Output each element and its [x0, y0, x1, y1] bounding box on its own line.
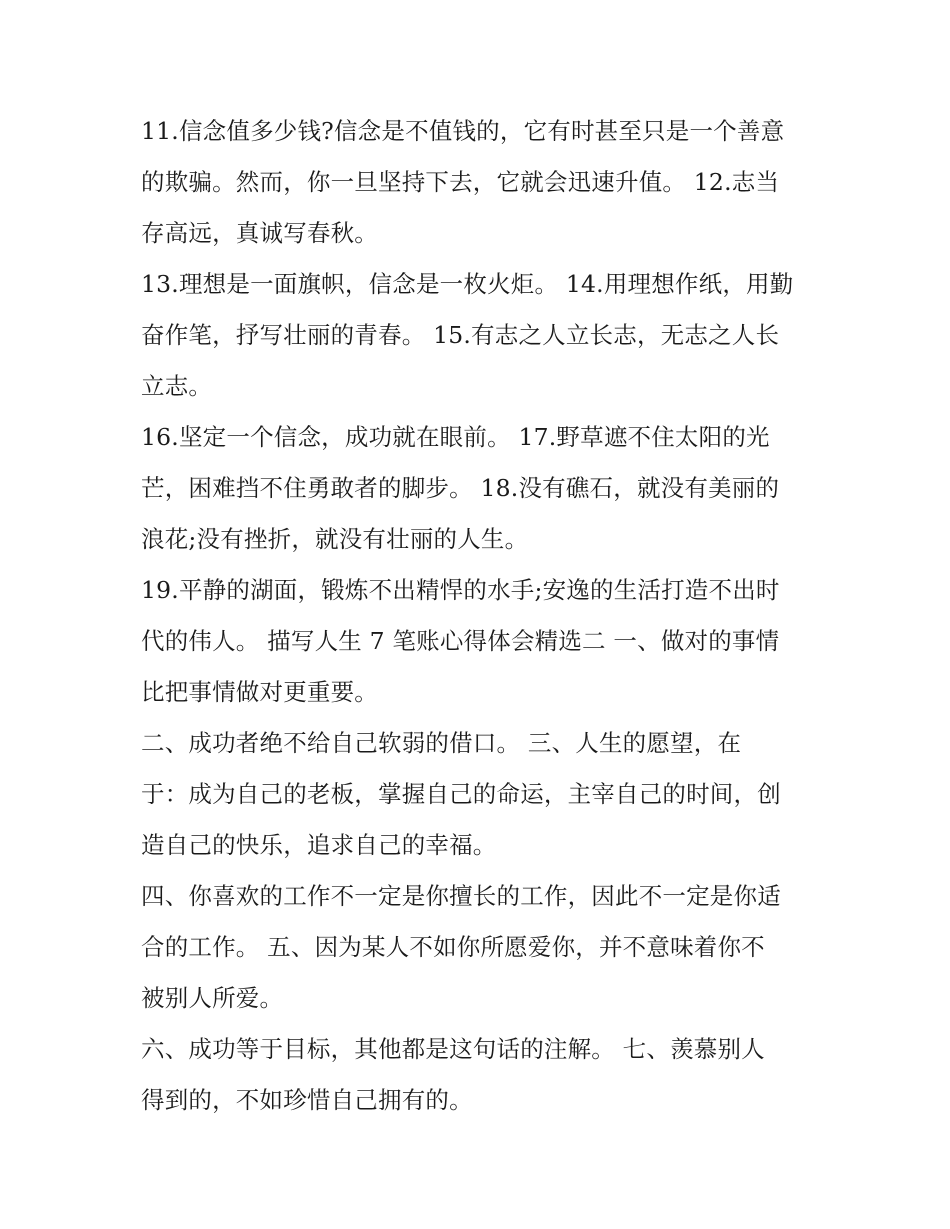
paragraph-5: [141, 718, 821, 871]
text-line: 于：成为自己的老板，掌握自己的命运，主宰自己的时间，创: [141, 780, 781, 808]
text-line: 13.理想是一面旗帜，信念是一枚火炬。 14.用理想作纸，用勤: [141, 270, 794, 298]
paragraph-2: [141, 259, 821, 412]
text-line: 立志。: [141, 372, 213, 400]
text-line: 代的伟人。 描写人生 7 笔账心得体会精选二 一、做对的事情: [141, 627, 780, 655]
text-line: 合的工作。 五、因为某人不如你所愿爱你，并不意味着你不: [141, 933, 765, 961]
text-line: 被别人所爱。: [141, 984, 284, 1012]
paragraph-3: [141, 412, 821, 565]
text-line: 六、成功等于目标，其他都是这句话的注解。 七、羡慕别人: [141, 1035, 765, 1063]
text-line: 二、成功者绝不给自己软弱的借口。 三、人生的愿望，在: [141, 729, 742, 757]
document-body: [141, 106, 821, 1126]
text-line: 16.坚定一个信念，成功就在眼前。 17.野草遮不住太阳的光: [141, 423, 770, 451]
text-line: 11.信念值多少钱?信念是不值钱的，它有时甚至只是一个善意: [141, 117, 785, 145]
paragraph-1: [141, 106, 821, 259]
text-line: 存高远，真诚写春秋。: [141, 219, 378, 247]
text-line: 比把事情做对更重要。: [141, 678, 378, 706]
paragraph-6: [141, 871, 821, 1024]
text-line: 造自己的快乐，追求自己的幸福。: [141, 831, 497, 859]
text-line: 浪花;没有挫折，就没有壮丽的人生。: [141, 525, 529, 553]
text-line: 19.平静的湖面，锻炼不出精悍的水手;安逸的生活打造不出时: [141, 576, 780, 604]
text-line: 得到的，不如珍惜自己拥有的。: [141, 1086, 473, 1114]
text-line: 奋作笔，抒写壮丽的青春。 15.有志之人立长志，无志之人长: [141, 321, 780, 349]
paragraph-4: [141, 565, 821, 718]
text-line: 芒，困难挡不住勇敢者的脚步。 18.没有礁石，就没有美丽的: [141, 474, 780, 502]
text-line: 的欺骗。然而，你一旦坚持下去，它就会迅速升值。 12.志当: [141, 168, 780, 196]
text-line: 四、你喜欢的工作不一定是你擅长的工作，因此不一定是你适: [141, 882, 781, 910]
paragraph-7: [141, 1024, 821, 1126]
